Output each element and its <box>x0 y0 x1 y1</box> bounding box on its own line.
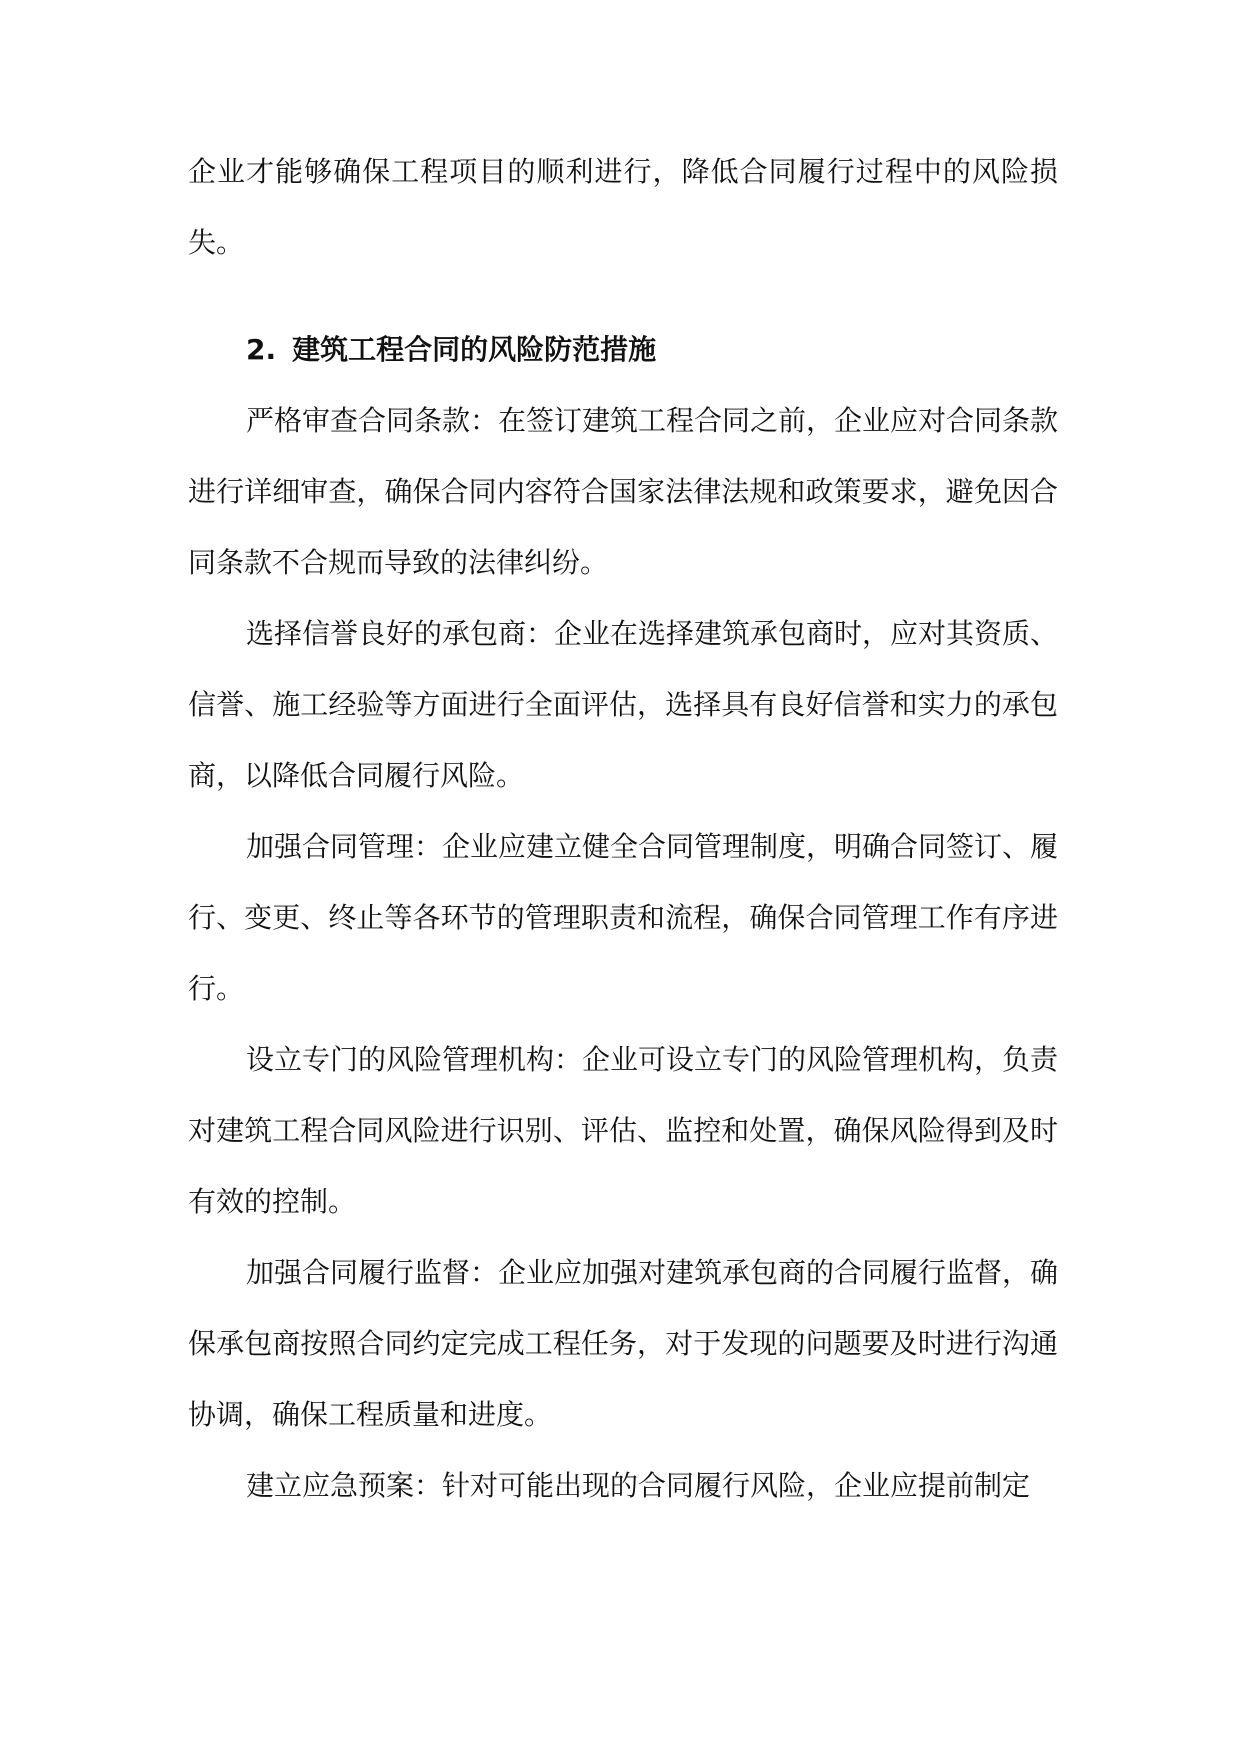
paragraph-contract-management: 加强合同管理：企业应建立健全合同管理制度，明确合同签订、履行、变更、终止等各环节的管理职责和流程，确保合同管理工作有序进行。 <box>188 830 1059 1005</box>
paragraph-risk-agency: 设立专门的风险管理机构：企业可设立专门的风险管理机构，负责对建筑工程合同风险进行识别、评估、监控和处置，确保风险得到及时有效的控制。 <box>188 1043 1059 1218</box>
paragraph-review-terms: 严格审查合同条款：在签订建筑工程合同之前，企业应对合同条款进行详细审查，确保合同内容符合国家法律法规和政策要求，避免因合同条款不合规而导致的法律纠纷。 <box>188 404 1059 579</box>
document-body <box>188 136 1058 1521</box>
paragraph-choose-contractor: 选择信誉良好的承包商：企业在选择建筑承包商时，应对其资质、信誉、施工经验等方面进行全面评估，选择具有良好信誉和实力的承包商，以降低合同履行风险。 <box>188 617 1059 792</box>
section-heading <box>188 314 1058 385</box>
paragraph-emergency-plan: 建立应急预案：针对可能出现的合同履行风险，企业应提前制定 <box>246 1469 1031 1502</box>
section-title: 建筑工程合同的风险防范措施 <box>292 333 657 366</box>
section-number: 2. <box>246 333 277 366</box>
intro-paragraph: 企业才能够确保工程项目的顺利进行，降低合同履行过程中的风险损失。 <box>188 155 1058 259</box>
paragraph-supervision: 加强合同履行监督：企业应加强对建筑承包商的合同履行监督，确保承包商按照合同约定完成工程任务，对于发现的问题要及时进行沟通协调，确保工程质量和进度。 <box>188 1256 1059 1431</box>
